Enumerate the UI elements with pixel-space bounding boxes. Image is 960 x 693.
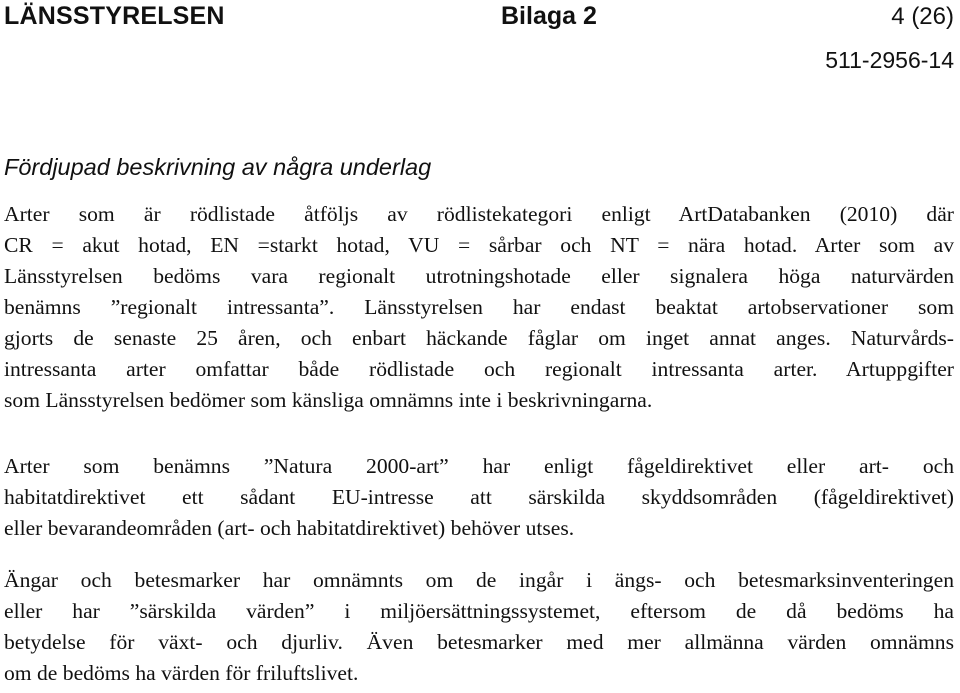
paragraph-red-list xyxy=(4,199,954,416)
paragraph-line: som Länsstyrelsen bedömer som känsliga omnämns inte i beskrivningarna. xyxy=(4,388,653,412)
page-header xyxy=(0,0,960,80)
paragraph-line: Ängar och betesmarker har omnämnts om de ingår i ängs- och betesmarksinventeringen xyxy=(4,568,954,592)
paragraph-meadows-pastures xyxy=(4,565,954,689)
paragraph-line: CR = akut hotad, EN =starkt hotad, VU = sårbar och NT = nära hotad. Arter som av xyxy=(4,233,954,257)
paragraph-line: Arter som är rödlistade åtföljs av rödlistekategori enligt ArtDatabanken (2010) där xyxy=(4,202,954,226)
paragraph-line: Länsstyrelsen bedöms vara regionalt utrotningshotade eller signalera höga naturvärden xyxy=(4,264,954,288)
paragraph-line: eller har ”särskilda värden” i miljöersättningssystemet, eftersom de då bedöms ha xyxy=(4,599,954,623)
paragraph-line: benämns ”regionalt intressanta”. Länsstyrelsen har endast beaktat artobservationer som xyxy=(4,295,954,319)
organization-name: LÄNSSTYRELSEN xyxy=(4,2,225,30)
paragraph-line: eller bevarandeområden (art- och habitatdirektivet) behöver utses. xyxy=(4,516,575,540)
paragraph-line: om de bedöms ha värden för friluftslivet. xyxy=(4,661,359,685)
paragraph-natura-2000 xyxy=(4,451,954,544)
paragraph-line: betydelse för växt- och djurliv. Även betesmarker med mer allmänna värden omnämns xyxy=(4,630,954,654)
section-heading: Fördjupad beskrivning av några underlag xyxy=(4,154,432,180)
document-number: 511-2956-14 xyxy=(825,47,954,73)
attachment-label: Bilaga 2 xyxy=(501,2,597,30)
paragraph-line: gjorts de senaste 25 åren, och enbart häckande fåglar om inget annat anges. Naturvårds- xyxy=(4,326,954,350)
paragraph-line: Arter som benämns ”Natura 2000-art” har enligt fågeldirektivet eller art- och xyxy=(4,454,954,478)
paragraph-line: habitatdirektivet ett sådant EU-intresse att särskilda skyddsområden (fågeldirektivet) xyxy=(4,485,954,509)
paragraph-line: intressanta arter omfattar både rödlistade och regionalt intressanta arter. Artuppgifter xyxy=(4,357,954,381)
page-number: 4 (26) xyxy=(891,3,954,30)
